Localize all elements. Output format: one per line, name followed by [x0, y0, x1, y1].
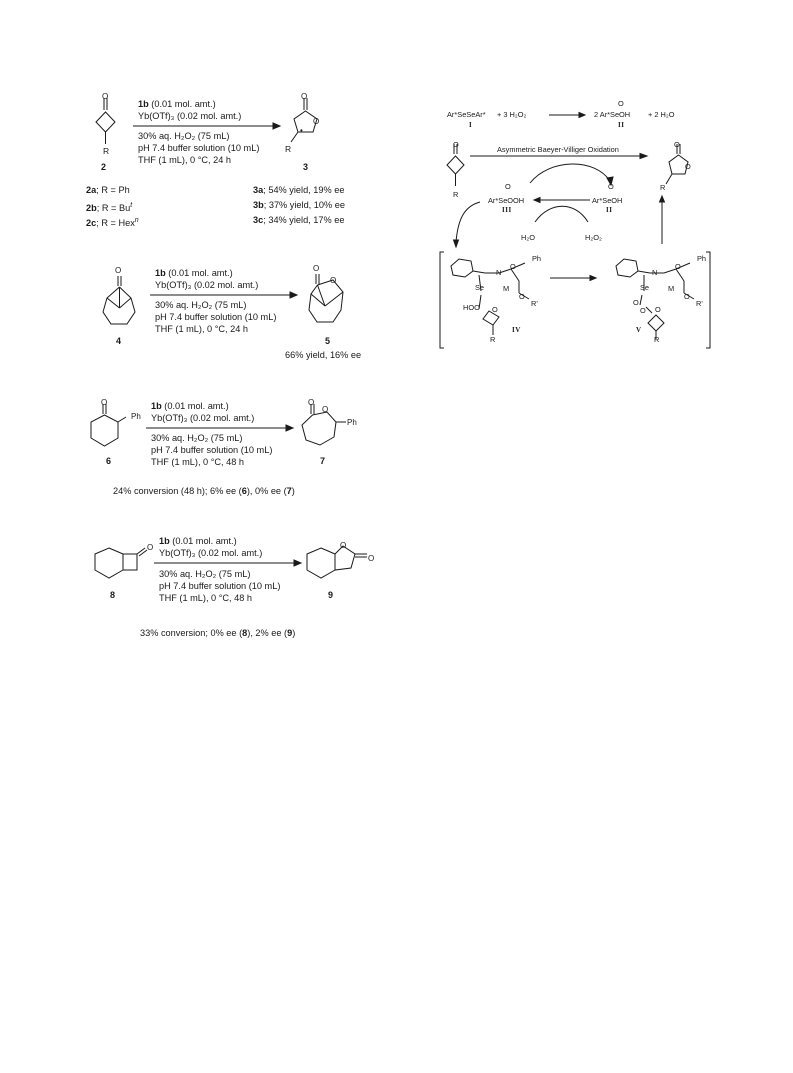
substituent-text: ; R = Bu	[96, 203, 131, 214]
result-part: ), 0% ee (	[246, 486, 287, 496]
r-substituent-label: R	[660, 183, 666, 192]
seleninic-acid-label: 2 Ar*SeOH	[594, 110, 631, 119]
oxygen-label: O	[313, 264, 320, 273]
r-substituent-label: R	[103, 146, 110, 156]
superscript: n	[134, 217, 139, 224]
roman-numeral-V: V	[636, 326, 642, 334]
lewis-acid: Yb(OTf)₃ (0.02 mol. amt.)	[138, 111, 242, 121]
result-text	[140, 627, 295, 639]
oxygen-label: O	[492, 305, 498, 314]
oxygen-label: O	[618, 99, 624, 108]
lactone-structure-3	[283, 92, 333, 152]
phenyl-label: Ph	[347, 418, 357, 427]
cycle-title: Asymmetric Baeyer-Villiger Oxidation	[497, 145, 619, 154]
oxygen-label: O	[675, 262, 681, 271]
compound-id: 2c	[86, 218, 97, 229]
hydrogen-peroxide: H₂O₂	[585, 233, 602, 242]
tricyclic-ketone-structure-4	[97, 268, 145, 330]
yield-text: ; 37% yield, 10% ee	[263, 200, 345, 210]
conditions-block	[159, 535, 262, 559]
diselenide-label: Ar*SeSeAr*	[447, 110, 486, 119]
oxygen-label: O	[684, 292, 690, 301]
conditions-below	[159, 568, 280, 604]
roman-numeral-II: II	[618, 121, 625, 129]
cycle-top-arrow	[470, 153, 650, 193]
intermediate-V-structure	[610, 253, 720, 343]
compound-label-8: 8	[110, 590, 116, 600]
r-prime-label: R'	[696, 299, 703, 308]
oxygen-label: O	[102, 92, 109, 101]
ring-oxygen-label: O	[322, 405, 329, 414]
compound-id: 3c	[253, 215, 264, 225]
oxidant: 30% aq. H₂O₂ (75 mL)	[151, 433, 243, 443]
roman-numeral-IV: IV	[512, 326, 521, 334]
compound-id: 3a	[253, 185, 264, 195]
oxygen-label: O	[608, 182, 614, 191]
result-part: )	[292, 628, 296, 638]
metal-label: M	[668, 284, 675, 293]
compound-id: 2b	[86, 203, 97, 214]
oxygen-label: O	[308, 398, 315, 407]
r-substituent-label: R	[453, 190, 459, 199]
ring-oxygen-label: O	[685, 162, 691, 171]
ring-oxygen-label: O	[313, 117, 320, 126]
result-part: 24% conversion (48 h); 6% ee (	[113, 486, 242, 496]
result-part: 33% conversion; 0% ee (	[140, 628, 243, 638]
compound-ref: 6	[241, 486, 247, 496]
selenium-label: Se	[475, 283, 485, 292]
result-text: 66% yield, 16% ee	[285, 350, 362, 360]
hydroperoxy-label: HOO	[463, 303, 480, 312]
oxygen-label: O	[301, 92, 308, 101]
oxygen-label: O	[519, 292, 525, 301]
solvent-temp-time: THF (1 mL), 0 °C, 24 h	[138, 155, 232, 165]
oxidant: 30% aq. H₂O₂ (75 mL)	[155, 300, 247, 310]
compound-label-5: 5	[325, 336, 331, 346]
lactone-product	[660, 140, 700, 200]
superscript: t	[130, 202, 133, 209]
oxygen-label: O	[115, 266, 122, 275]
cyclohexanone-structure-6	[88, 400, 138, 452]
selenium-label: Se	[640, 283, 650, 292]
cycle-bottom-arrows	[440, 196, 680, 256]
solvent-temp-time: THF (1 mL), 0 °C, 48 h	[151, 457, 245, 467]
oxygen-label: O	[147, 543, 154, 552]
compound-label-2: 2	[101, 162, 107, 172]
conditions-block	[138, 98, 241, 122]
catalyst-amount: (0.01 mol. amt.)	[164, 401, 229, 411]
catalyst-amount: (0.01 mol. amt.)	[168, 268, 233, 278]
result-part: )	[291, 486, 295, 496]
substituent-text: ; R = Ph	[96, 185, 130, 195]
result-text	[113, 485, 295, 497]
result-part: ), 2% ee (	[247, 628, 288, 638]
equation-arrow	[549, 112, 589, 120]
nitrogen-label: N	[496, 268, 502, 277]
oxidant: 30% aq. H₂O₂ (75 mL)	[138, 131, 230, 141]
r-prime-label: R'	[531, 299, 538, 308]
catalyst-amount: (0.01 mol. amt.)	[151, 99, 216, 109]
phenyl-label: Ph	[532, 254, 542, 263]
catalyst-label: 1b	[155, 268, 166, 278]
seleninic-acid-catalyst: Ar*SeOH	[592, 196, 623, 205]
oxygen-label: O	[101, 398, 108, 407]
buffer: pH 7.4 buffer solution (10 mL)	[155, 312, 277, 322]
compound-label-4: 4	[116, 336, 122, 346]
phenyl-label: Ph	[131, 412, 141, 421]
yield-text: ; 54% yield, 19% ee	[263, 185, 345, 195]
compound-label-9: 9	[328, 590, 334, 600]
oxygen-label: O	[453, 140, 459, 149]
oxygen-label: O	[505, 182, 511, 191]
conditions-below	[155, 299, 276, 335]
compound-id: 3b	[253, 200, 264, 210]
intermediate-IV-structure	[445, 253, 565, 343]
oxygen-label: O	[368, 554, 375, 563]
water-byproduct: H₂O	[521, 233, 535, 242]
oxygen-label: O	[640, 306, 646, 315]
r-substituent-label: R	[654, 335, 660, 344]
conditions-below	[138, 130, 259, 166]
compound-label-3: 3	[303, 162, 309, 172]
oxygen-label: O	[633, 298, 639, 307]
compound-id: 2a	[86, 185, 97, 195]
buffer: pH 7.4 buffer solution (10 mL)	[151, 445, 273, 455]
ring-oxygen-label: O	[330, 276, 337, 285]
catalyst-label: 1b	[159, 536, 170, 546]
conditions-below	[151, 432, 272, 468]
nitrogen-label: N	[652, 268, 658, 277]
stereocenter-mark: •	[300, 126, 303, 135]
bicyclic-ketone-structure-8	[93, 540, 153, 590]
r-substituent-label: R	[285, 144, 292, 154]
oxygen-label: O	[655, 305, 661, 314]
compound-ref: 9	[287, 628, 293, 638]
substituent-list	[86, 183, 139, 228]
tricyclic-lactone-structure-5	[303, 266, 353, 330]
compound-label-6: 6	[106, 456, 112, 466]
lewis-acid: Yb(OTf)₃ (0.02 mol. amt.)	[155, 280, 259, 290]
compound-ref: 7	[286, 486, 292, 496]
lewis-acid: Yb(OTf)₃ (0.02 mol. amt.)	[151, 413, 255, 423]
metal-label: M	[503, 284, 510, 293]
compound-ref: 8	[242, 628, 248, 638]
conditions-block	[155, 267, 258, 291]
roman-numeral-III: III	[502, 206, 512, 214]
oxygen-label: O	[674, 140, 680, 149]
phenyl-label: Ph	[697, 254, 707, 263]
solvent-temp-time: THF (1 mL), 0 °C, 48 h	[159, 593, 253, 603]
buffer: pH 7.4 buffer solution (10 mL)	[138, 143, 260, 153]
catalyst-amount: (0.01 mol. amt.)	[172, 536, 237, 546]
lewis-acid: Yb(OTf)₃ (0.02 mol. amt.)	[159, 548, 263, 558]
roman-numeral-I: I	[469, 121, 473, 129]
ring-oxygen-label: O	[340, 541, 347, 550]
r-substituent-label: R	[490, 335, 496, 344]
yield-list	[253, 183, 345, 228]
compound-label-7: 7	[320, 456, 326, 466]
yield-text: ; 34% yield, 17% ee	[263, 215, 345, 225]
catalyst-label: 1b	[138, 99, 149, 109]
peroxide-reagent: + 3 H₂O₂	[497, 110, 527, 119]
substituent-text: ; R = Hex	[96, 218, 135, 229]
catalyst-label: 1b	[151, 401, 162, 411]
conditions-block	[151, 400, 254, 424]
buffer: pH 7.4 buffer solution (10 mL)	[159, 581, 281, 591]
oxygen-label: O	[510, 262, 516, 271]
solvent-temp-time: THF (1 mL), 0 °C, 24 h	[155, 324, 249, 334]
water-product: + 2 H₂O	[648, 110, 675, 119]
roman-numeral-II: II	[606, 206, 613, 214]
peroxyseleninic-acid: Ar*SeOOH	[488, 196, 525, 205]
oxidant: 30% aq. H₂O₂ (75 mL)	[159, 569, 251, 579]
